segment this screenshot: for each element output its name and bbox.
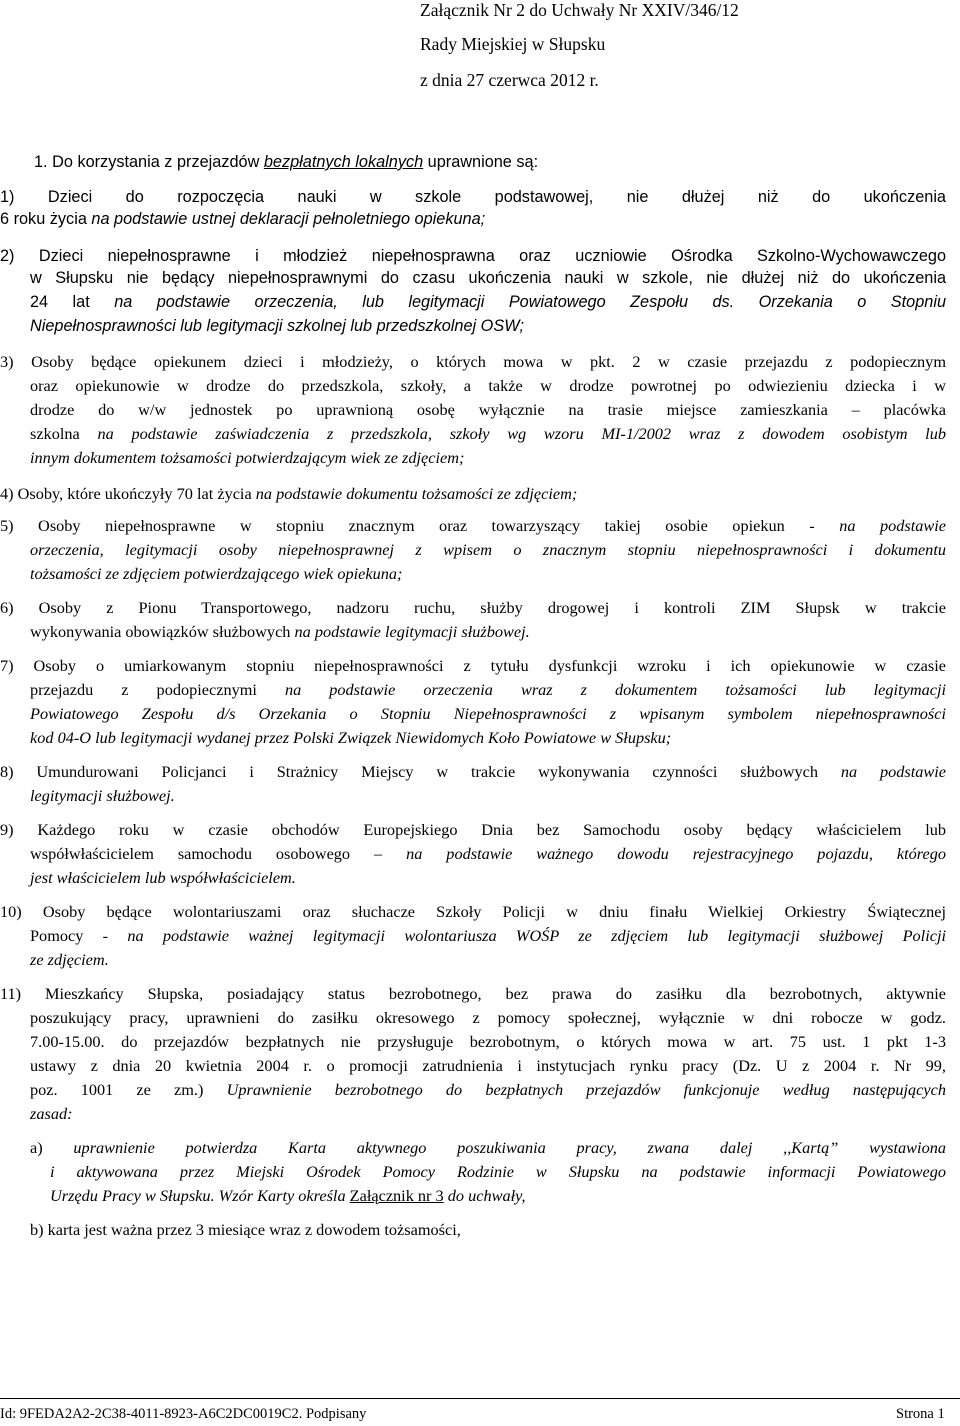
- item-6-line-2: wykonywania obowiązków służbowych na podstawie legitymacji służbowej.: [30, 622, 530, 641]
- item-number: 3): [0, 352, 14, 371]
- item-number: 8): [0, 762, 14, 781]
- item-8-line-1: 8) Umundurowani Policjanci i Strażnicy Miejscy w trakcie wykonywania czynności służbowych na podstawie: [0, 762, 946, 781]
- item-3-line-3: drodze do w/w jednostek po uprawnioną osobę wyłącznie na trasie miejsce zamieszkania – placówka: [30, 400, 946, 419]
- item-2-line-4: Niepełnosprawności lub legitymacji szkolnej lub przedszkolnej OSW;: [30, 317, 525, 335]
- item-1-line-2: 6 roku życia na podstawie ustnej deklaracji pełnoletniego opiekuna;: [0, 210, 486, 228]
- footer-id: Id: 9FEDA2A2-2C38-4011-8923-A6C2DC0019C2. Podpisany: [0, 1406, 367, 1422]
- footer-page-number: Strona 1: [896, 1406, 945, 1422]
- subitem-a-line-1: a) uprawnienie potwierdza Karta aktywnego poszukiwania pracy, zwana dalej ,,Kartą” wystawiona: [30, 1138, 946, 1157]
- item-2-line-2: w Słupsku nie będący niepełnosprawnymi do czasu ukończenia nauki w szkole, nie dłużej niż do ukończenia: [30, 269, 946, 287]
- item-2-line-1: 2) Dzieci niepełnosprawne i młodzież niepełnosprawna oraz uczniowie Ośrodka Szkolno-Wychowawczego: [0, 247, 946, 265]
- item-3-line-1: 3) Osoby będące opiekunem dzieci i młodzieży, o których mowa w pkt. 2 w czasie przejazdu z podopiecznym: [0, 352, 946, 371]
- item-3-line-4: szkolna na podstawie zaświadczenia z przedszkola, szkoły wg wzoru MI-1/2002 wraz z dowodem osobistym lub: [30, 424, 946, 443]
- item-number: 2): [0, 247, 15, 265]
- header-line-1: Załącznik Nr 2 do Uchwały Nr XXIV/346/12: [420, 0, 739, 20]
- item-7-line-1: 7) Osoby o umiarkowanym stopniu niepełnosprawności z tytułu dysfunkcji wzroku i ich opiekunowie w czasie: [0, 656, 946, 675]
- item-number: 7): [0, 656, 14, 675]
- item-9-line-3: jest właścicielem lub współwłaścicielem.: [30, 868, 296, 887]
- item-11-line-2: poszukujący pracy, uprawnieni do zasiłku okresowego z pomocy społecznej, wyłącznie w dni robocze w godz.: [30, 1008, 946, 1027]
- item-6-line-1: 6) Osoby z Pionu Transportowego, nadzoru ruchu, służby drogowej i kontroli ZIM Słupsk w trakcie: [0, 598, 946, 617]
- subitem-a-line-3: Urzędu Pracy w Słupsku. Wzór Karty określa Załącznik nr 3 do uchwały,: [50, 1186, 526, 1205]
- section-heading: [34, 152, 538, 172]
- item-10-line-1: 10) Osoby będące wolontariuszami oraz słuchacze Szkoły Policji w dniu finału Wielkiej Orkiestry Świątecznej: [0, 902, 946, 921]
- item-number: 5): [0, 516, 14, 535]
- item-5-line-1: 5) Osoby niepełnosprawne w stopniu znacznym oraz towarzyszący takiej osobie opiekun - na podstawie: [0, 516, 946, 535]
- item-number: 10): [0, 902, 22, 921]
- item-11-line-1: 11) Mieszkańcy Słupska, posiadający status bezrobotnego, bez prawa do zasiłku dla bezrobotnych, aktywnie: [0, 984, 946, 1003]
- item-11-line-5: poz. 1001 ze zm.) Uprawnienie bezrobotnego do bezpłatnych przejazdów funkcjonuje według następujących: [30, 1080, 946, 1099]
- heading-prefix: 1. Do korzystania z przejazdów: [34, 153, 264, 171]
- item-3-line-5: innym dokumentem tożsamości potwierdzającym wiek ze zdjęciem;: [30, 448, 465, 467]
- header-line-3: z dnia 27 czerwca 2012 r.: [420, 70, 599, 90]
- subitem-a-line-2: i aktywowana przez Miejski Ośrodek Pomocy Rodzinie w Słupsku na podstawie informacji Powiatowego: [50, 1162, 946, 1181]
- item-2-line-3: 24 lat na podstawie orzeczenia, lub legitymacji Powiatowego Zespołu ds. Orzekania o Stopniu: [30, 293, 947, 311]
- item-5-line-2: orzeczenia, legitymacji osoby niepełnosprawnej z wpisem o znacznym stopniu niepełnosprawności i dokumentu: [30, 540, 946, 559]
- item-7-line-2: przejazdu z podopiecznymi na podstawie orzeczenia wraz z dokumentem tożsamości lub legitymacji: [30, 680, 946, 699]
- subitem-label: b): [30, 1220, 44, 1239]
- item-7-line-3: Powiatowego Zespołu d/s Orzekania o Stopniu Niepełnosprawności z wpisanym symbolem niepełnosprawności: [30, 704, 946, 723]
- item-number: 6): [0, 598, 14, 617]
- item-number: 9): [0, 820, 14, 839]
- item-11-line-3: 7.00-15.00. do przejazdów bezpłatnych nie przysługuje bezrobotnym, o których mowa w art. 75 ust. 1 pkt 1-3: [30, 1032, 946, 1051]
- item-9-line-1: 9) Każdego roku w czasie obchodów Europejskiego Dnia bez Samochodu osoby będący właścicielem lub: [0, 820, 946, 839]
- item-7-line-4: kod 04-O lub legitymacji wydanej przez Polski Związek Niewidomych Koło Powiatowe w Słupsku;: [30, 728, 672, 747]
- item-10-line-2: Pomocy - na podstawie ważnej legitymacji wolontariusza WOŚP ze zdjęciem lub legitymacji służbowej Policji: [30, 926, 946, 945]
- footer-rule: [0, 1398, 960, 1399]
- subitem-b-line-1: b) karta jest ważna przez 3 miesiące wraz z dowodem tożsamości,: [30, 1220, 461, 1239]
- item-10-line-3: ze zdjęciem.: [30, 950, 109, 969]
- item-1-line-1: 1) Dzieci do rozpoczęcia nauki w szkole podstawowej, nie dłużej niż do ukończenia: [0, 188, 946, 206]
- item-5-line-3: tożsamości ze zdjęciem potwierdzającego wiek opiekuna;: [30, 564, 403, 583]
- item-number: 1): [0, 188, 15, 206]
- item-8-line-2: legitymacji służbowej.: [30, 786, 175, 805]
- subitem-label: a): [30, 1138, 43, 1157]
- item-11-line-6: zasad:: [30, 1104, 73, 1123]
- header-line-2: Rady Miejskiej w Słupsku: [420, 34, 606, 54]
- item-number: 11): [0, 984, 22, 1003]
- item-number: 4): [0, 484, 14, 503]
- item-11-line-4: ustawy z dnia 20 kwietnia 2004 r. o promocji zatrudnienia i instytucjach rynku pracy (Dz. U z 2004 r. Nr 99,: [30, 1056, 946, 1075]
- heading-underlined: bezpłatnych lokalnych: [263, 153, 424, 171]
- item-9-line-2: współwłaścicielem samochodu osobowego – na podstawie ważnego dowodu rejestracyjnego pojazdu, którego: [30, 844, 946, 863]
- item-4-line-1: 4) Osoby, które ukończyły 70 lat życia na podstawie dokumentu tożsamości ze zdjęciem;: [0, 484, 578, 503]
- item-3-line-2: oraz opiekunowie w drodze do przedszkola, szkoły, a także w drodze powrotnej po odwiezieniu dziecka i w: [30, 376, 946, 395]
- heading-suffix: uprawnione są:: [423, 153, 539, 171]
